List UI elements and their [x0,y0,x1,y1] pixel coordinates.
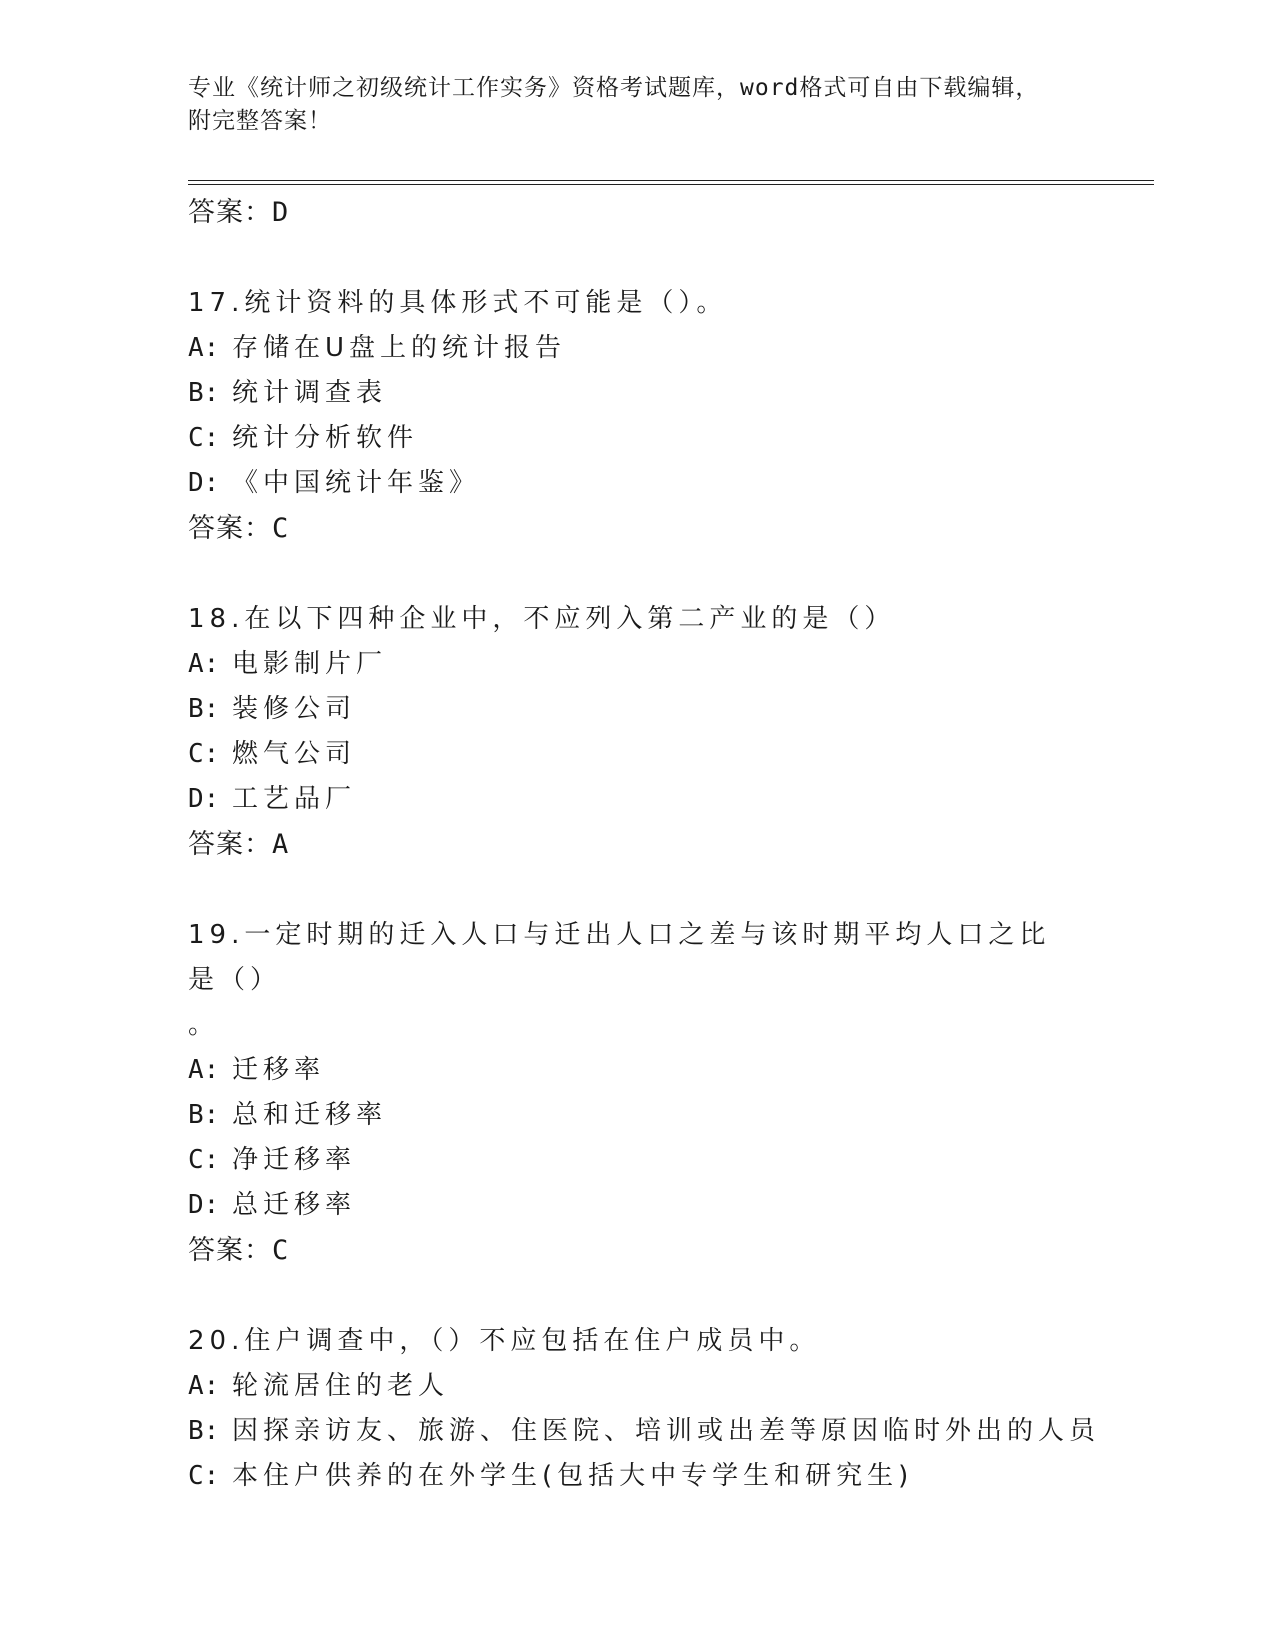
option-letter: B: [188,1416,220,1446]
option-c [188,1138,1148,1183]
answer-line [188,1228,1148,1274]
header-line-1: 专业《统计师之初级统计工作实务》资格考试题库，word格式可自由下载编辑， [188,75,1040,101]
option-c [188,1454,1148,1499]
question-list [188,190,1148,1499]
answer-label: 答案： [188,829,272,860]
option-text: 本住户供养的在外学生(包括大中专学生和研究生) [232,1461,914,1491]
option-letter: B: [188,694,220,724]
answer-line [188,822,1148,868]
answer-label: 答案： [188,1235,272,1266]
option-b [188,371,1148,416]
spacer [188,236,1148,281]
option-text: 总和迁移率 [232,1100,388,1130]
answer-value: C [272,513,290,544]
option-letter: C: [188,1461,220,1491]
question-18 [188,597,1148,642]
option-d [188,777,1148,822]
option-letter: D: [188,784,220,814]
option-letter: A: [188,1055,220,1085]
option-letter: A: [188,1371,220,1401]
question-17 [188,281,1148,326]
option-c [188,416,1148,461]
option-text: 因探亲访友、旅游、住医院、培训或出差等原因临时外出的人员 [232,1416,1101,1446]
option-letter: D: [188,1190,220,1220]
spacer [188,552,1148,597]
option-letter: C: [188,423,220,453]
spacer [188,868,1148,913]
page-header [188,72,1068,138]
question-20 [188,1319,1148,1364]
option-a [188,1364,1148,1409]
option-text: 总迁移率 [232,1190,357,1220]
question-text: 20.住户调查中，（）不应包括在住户成员中。 [188,1326,821,1356]
answer-line [188,190,1148,236]
option-d [188,461,1148,506]
question-text: 18.在以下四种企业中，不应列入第二产业的是（） [188,604,896,634]
option-text: 电影制片厂 [232,649,388,679]
question-text-continued: 。 [188,1010,220,1040]
header-rule-top [188,180,1154,181]
option-letter: C: [188,1145,220,1175]
answer-line [188,506,1148,552]
option-text: 《中国统计年鉴》 [232,468,481,498]
option-letter: C: [188,739,220,769]
answer-label: 答案： [188,197,272,228]
option-b [188,687,1148,732]
option-a [188,642,1148,687]
option-text: 装修公司 [232,694,357,724]
option-text: 统计分析软件 [232,423,419,453]
option-d [188,1183,1148,1228]
question-text: 19.一定时期的迁入人口与迁出人口之差与该时期平均人口之比是（） [188,920,1051,995]
question-19 [188,913,1148,1048]
option-letter: D: [188,468,220,498]
answer-label: 答案： [188,513,272,544]
option-b [188,1093,1148,1138]
header-rule-bottom [188,184,1154,185]
option-a [188,1048,1148,1093]
option-text: 统计调查表 [232,378,388,408]
header-line-2: 附完整答案！ [188,108,332,134]
option-text: 工艺品厂 [232,784,357,814]
spacer [188,1274,1148,1319]
option-text: 净迁移率 [232,1145,357,1175]
answer-value: A [272,829,290,860]
option-a [188,326,1148,371]
question-text: 17.统计资料的具体形式不可能是（）。 [188,288,728,318]
answer-value: D [272,197,290,228]
option-letter: A: [188,649,220,679]
option-b [188,1409,1148,1454]
option-text: 燃气公司 [232,739,357,769]
option-letter: B: [188,378,220,408]
option-c [188,732,1148,777]
option-letter: B: [188,1100,220,1130]
option-text: 轮流居住的老人 [232,1371,450,1401]
option-text: 迁移率 [232,1055,326,1085]
option-text: 存储在U盘上的统计报告 [232,333,567,363]
answer-value: C [272,1235,290,1266]
option-letter: A: [188,333,220,363]
